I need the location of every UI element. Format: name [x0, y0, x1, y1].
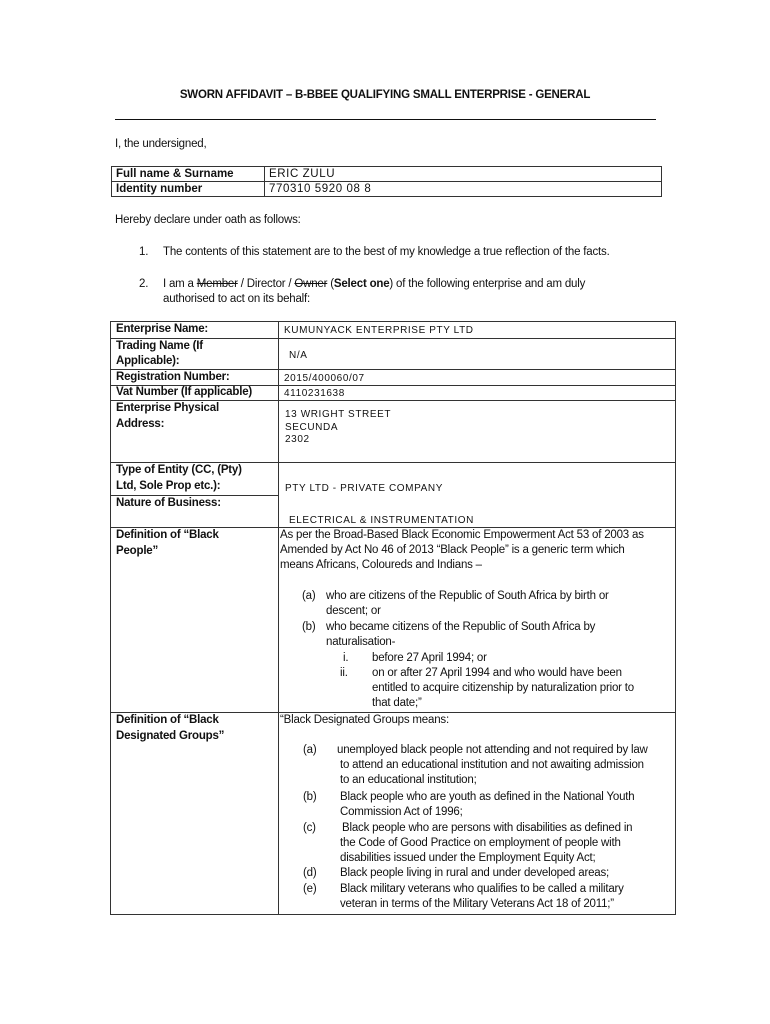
table-row [112, 167, 662, 182]
declare-text: Hereby declare under oath as follows: [115, 214, 301, 226]
nature-value: ELECTRICAL & INSTRUMENTATION [289, 515, 474, 526]
def-groups-intro: “Black Designated Groups means: [280, 714, 449, 726]
def-groups-b-mark: (b) [303, 791, 317, 803]
def-black-ii-mark: ii. [340, 667, 348, 679]
def-groups-d-line1: Black people living in rural and under developed areas; [340, 867, 610, 879]
def-black-i-text: before 27 April 1994; or [372, 652, 487, 664]
statement-1-number: 1. [139, 246, 149, 258]
registration-label: Registration Number: [116, 371, 230, 383]
def-black-b-line1: who became citizens of the Republic of South Africa by [326, 621, 596, 633]
column-divider [278, 321, 279, 914]
entity-type-value: PTY LTD - PRIVATE COMPANY [285, 483, 443, 494]
director-option: / Director / [237, 278, 295, 290]
vat-value: 4110231638 [284, 388, 345, 399]
statement-1-text: The contents of this statement are to the best of my knowledge a true reflection of the facts. [163, 246, 610, 258]
def-black-a-mark: (a) [302, 590, 316, 602]
address-line-3: 2302 [285, 434, 310, 445]
def-groups-label: Definition of “Black [116, 714, 219, 726]
def-groups-b-line1: Black people who are youth as defined in the National Youth [340, 791, 635, 803]
def-groups-c-line3: disabilities issued under the Employment Equity Act; [340, 852, 596, 864]
address-line-2: SECUNDA [285, 422, 339, 433]
def-groups-e-line2: veteran in terms of the Military Veterans Act 18 of 2011;” [340, 898, 614, 910]
vat-label: Vat Number (If applicable) [116, 386, 253, 398]
name-label: Full name & Surname [112, 167, 265, 182]
def-black-b-line2: naturalisation- [326, 636, 396, 648]
table-row [112, 182, 662, 197]
entity-type-label-2: Ltd, Sole Prop etc.): [116, 480, 221, 492]
id-label: Identity number [112, 182, 265, 197]
name-value: ERIC ZULU [265, 167, 662, 182]
title-rule [115, 119, 656, 120]
def-black-ii-line2: entitled to acquire citizenship by naturalization prior to [372, 682, 634, 694]
def-groups-d-mark: (d) [303, 867, 317, 879]
statement-2-post: ) of the following enterprise and am duly [389, 278, 586, 290]
entity-type-label: Type of Entity (CC, (Pty) [116, 464, 242, 476]
statement-2-line2: authorised to act on its behalf: [163, 293, 311, 305]
document-title: SWORN AFFIDAVIT – B-BBEE QUALIFYING SMALL ENTERPRISE - GENERAL [179, 89, 591, 101]
def-black-ii-line3: that date;” [372, 697, 422, 709]
def-groups-label-2: Designated Groups” [116, 730, 225, 742]
def-groups-a-line3: to an educational institution; [340, 774, 477, 786]
def-groups-a-line1: unemployed black people not attending and not required by law [337, 744, 648, 756]
address-label-2: Address: [116, 418, 165, 430]
def-groups-e-line1: Black military veterans who qualifies to be called a military [340, 883, 624, 895]
id-value: 770310 5920 08 8 [265, 182, 662, 197]
def-black-i-mark: i. [343, 652, 349, 664]
def-black-paragraph-1: As per the Broad-Based Black Economic Empowerment Act 53 of 2003 as [280, 529, 644, 541]
def-groups-b-line2: Commission Act of 1996; [340, 806, 463, 818]
def-black-b-mark: (b) [302, 621, 316, 633]
def-groups-c-line1: Black people who are persons with disabilities as defined in [342, 822, 633, 834]
def-groups-c-mark: (c) [303, 822, 316, 834]
def-black-paragraph-3: means Africans, Coloureds and Indians – [280, 559, 482, 571]
trading-name-label: Trading Name (If [116, 340, 203, 352]
paren-open: ( [327, 278, 334, 290]
def-groups-a-mark: (a) [303, 744, 317, 756]
person-table [111, 166, 662, 197]
address-label: Enterprise Physical [116, 402, 219, 414]
enterprise-name-label: Enterprise Name: [116, 323, 209, 335]
def-groups-a-line2: to attend an educational institution and not awaiting admission [340, 759, 644, 771]
def-black-a-line1: who are citizens of the Republic of South Africa by birth or [326, 590, 609, 602]
select-one-text: Select one [333, 278, 390, 290]
def-black-label: Definition of “Black [116, 529, 219, 541]
def-black-label-2: People” [116, 545, 159, 557]
def-black-a-line2: descent; or [326, 605, 381, 617]
nature-label: Nature of Business: [116, 497, 221, 509]
trading-name-label-2: Applicable): [116, 355, 180, 367]
statement-2-number: 2. [139, 278, 149, 290]
registration-value: 2015/400060/07 [284, 373, 365, 384]
intro-text: I, the undersigned, [115, 138, 207, 150]
address-line-1: 13 WRIGHT STREET [285, 409, 392, 420]
trading-name-value: N/A [289, 350, 308, 361]
def-black-ii-line1: on or after 27 April 1994 and who would have been [372, 667, 622, 679]
enterprise-name-value: KUMUNYACK ENTERPRISE PTY LTD [284, 325, 474, 336]
def-black-paragraph-2: Amended by Act No 46 of 2013 “Black People” is a generic term which [280, 544, 625, 556]
statement-2-pre: I am a [163, 278, 197, 290]
def-groups-e-mark: (e) [303, 883, 317, 895]
owner-option-struck: Owner [294, 278, 328, 290]
def-groups-c-line2: the Code of Good Practice on employment of people with [340, 837, 621, 849]
statement-2-line1 [163, 277, 585, 293]
member-option-struck: Member [196, 278, 238, 290]
